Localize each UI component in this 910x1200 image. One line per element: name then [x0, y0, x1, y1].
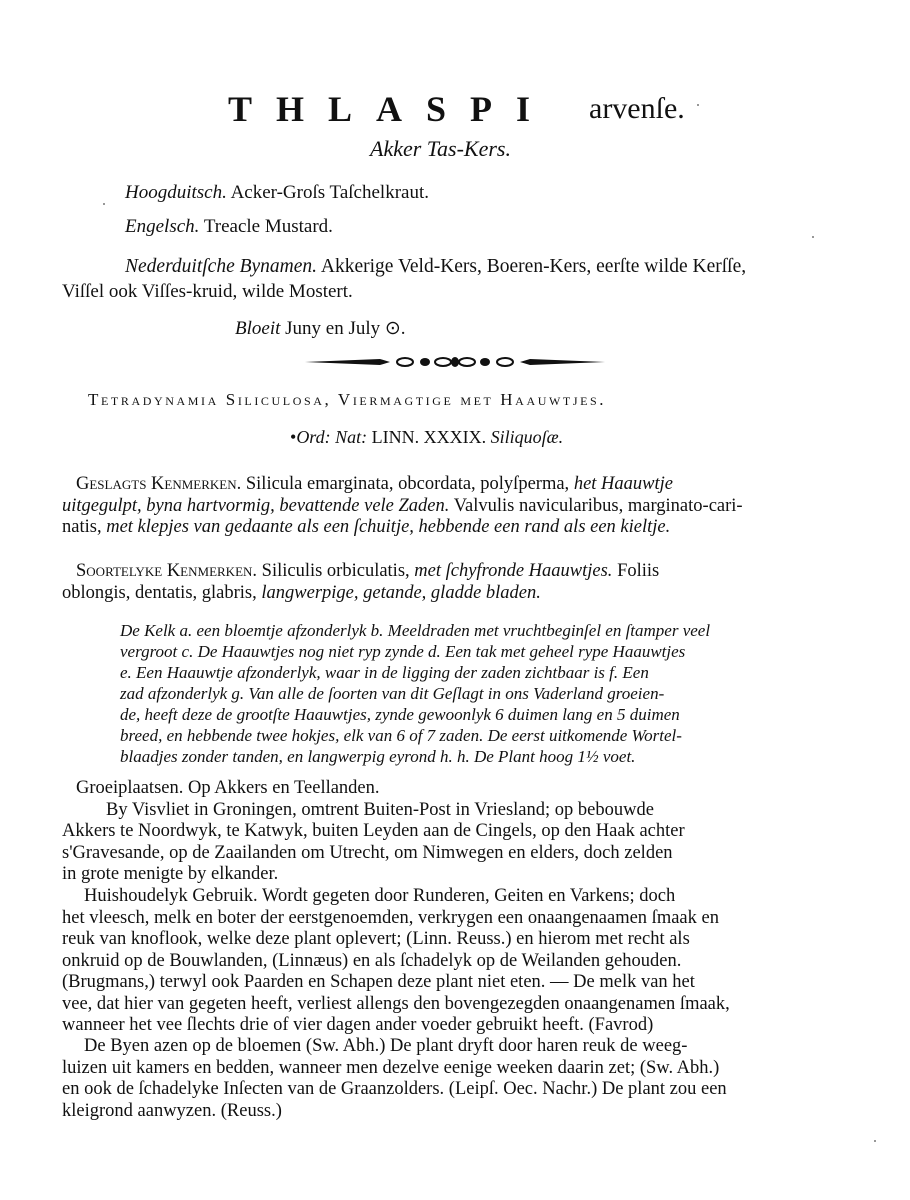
value-bloeit: Juny en July ⊙.: [285, 318, 406, 339]
order-line: •Ord: Nat: LINN. XXXIX. Siliquoſæ.: [290, 427, 564, 447]
byen-line: De Byen azen op de bloemen (Sw. Abh.) De plant dryft door haren reuk de weeg-: [84, 1036, 688, 1056]
print-speck: [697, 104, 699, 106]
groeiplaatsen-paragraph: [62, 778, 882, 886]
genus-title: THLASPI: [228, 89, 555, 129]
name-bynamen: [125, 256, 746, 278]
value-bynamen-1: Akkerige Veld-Kers, Boeren-Kers, eerſte wilde Kerſſe,: [320, 256, 747, 277]
groeiplaatsen-line: Groeiplaatsen. Op Akkers en Teellanden.: [76, 778, 380, 798]
classification-line: Tetradynamia Siliculosa, Viermagtige met Haauwtjes.: [88, 390, 607, 409]
name-engelsch: [125, 216, 333, 238]
huishoudelyk-line: wanneer het vee ſlechts drie of vier dagen ander voeder gebruikt heeft. (Favrod): [62, 1015, 654, 1035]
huishoudelyk-line: vee, dat hier van gegeten heeft, verliest allengs den bovengezegden onaangenamen ſmaak,: [62, 993, 730, 1014]
label-engelsch: Engelsch.: [125, 216, 200, 237]
geslagts-text: uitgegulpt, byna hartvormig, bevattende vele Zaden.: [62, 495, 450, 516]
print-speck: [103, 203, 105, 205]
soortelyke-text: Foliis: [617, 561, 660, 581]
geslagts-paragraph: [62, 474, 882, 539]
byen-line: en ook de ſchadelyke Inſecten van de Graanzolders. (Leipſ. Oec. Nachr.) De plant zou een: [62, 1079, 727, 1099]
geslagts-heading: Geslagts Kenmerken.: [76, 474, 242, 494]
description-line: zad afzonderlyk g. Van alle de ſoorten van dit Geſlagt in ons Vaderland groeien-: [120, 684, 665, 703]
huishoudelyk-line: het vleesch, melk en boter der eerstgenoemden, verkrygen een onaangenaamen ſmaak en: [62, 907, 719, 928]
groeiplaatsen-line: in grote menigte by elkander.: [62, 864, 279, 884]
geslagts-text: Silicula emarginata, obcordata, polyſperma,: [245, 474, 570, 494]
geslagts-text: met klepjes van gedaante als een ſchuitje, hebbende een rand als een kieltje.: [106, 517, 671, 537]
huishoudelyk-line: reuk van knoflook, welke deze plant oplevert; (Linn. Reuss.) en hierom met recht als: [62, 929, 690, 949]
groeiplaatsen-line: By Visvliet in Groningen, omtrent Buiten-Post in Vriesland; op bebouwde: [106, 799, 654, 820]
label-hoogduitsch: Hoogduitsch.: [125, 182, 227, 203]
value-bynamen-2: Viſſel ook Viſſes-kruid, wilde Mostert.: [62, 281, 353, 302]
soortelyke-text: met ſchyfronde Haauwtjes.: [414, 561, 613, 581]
dutch-common-name: Akker Tas-Kers.: [370, 136, 511, 161]
soortelyke-paragraph: [62, 561, 882, 604]
label-bynamen: Nederduitſche Bynamen.: [125, 256, 318, 277]
huishoudelyk-line: (Brugmans,) terwyl ook Paarden en Schapen deze plant niet eten. — De melk van het: [62, 972, 695, 992]
description-line: De Kelk a. een bloemtje afzonderlyk b. Meeldraden met vruchtbeginſel en ſtamper veel: [120, 621, 711, 640]
description-line: e. Een Haauwtje afzonderlyk, waar in de ligging der zaden zichtbaar is f. Een: [120, 663, 649, 682]
name-hoogduitsch: [125, 182, 429, 204]
soortelyke-text: Siliculis orbiculatis,: [261, 561, 410, 581]
species-epithet: arvenſe.: [589, 92, 685, 125]
geslagts-text: Valvulis navicularibus, marginato-cari-: [453, 495, 743, 516]
huishoudelyk-paragraph: [62, 886, 882, 1037]
byen-line: kleigrond aanwyzen. (Reuss.): [62, 1100, 282, 1121]
soortelyke-heading: Soortelyke Kenmerken.: [76, 561, 258, 581]
groeiplaatsen-line: Akkers te Noordwyk, te Katwyk, buiten Leyden aan de Cingels, op den Haak achter: [62, 821, 685, 841]
description-paragraph: [120, 620, 880, 767]
byen-paragraph: [62, 1036, 882, 1122]
label-bloeit: Bloeit: [235, 318, 281, 339]
name-bloeit: [235, 317, 406, 340]
soortelyke-text: langwerpige, getande, gladde bladen.: [261, 582, 541, 603]
geslagts-text: natis,: [62, 517, 102, 537]
geslagts-text: het Haauwtje: [573, 474, 673, 494]
huishoudelyk-line: onkruid op de Bouwlanden, (Linnæus) en als ſchadelyk op de Weilanden gehouden.: [62, 950, 682, 971]
huishoudelyk-line: Huishoudelyk Gebruik. Wordt gegeten door Runderen, Geiten en Varkens; doch: [84, 886, 676, 906]
ord-label: Ord: Nat:: [296, 427, 368, 447]
ord-linn: LINN. XXXIX.: [371, 427, 487, 447]
print-speck: [874, 1140, 876, 1142]
description-line: blaadjes zonder tanden, en langwerpig eyrond h. h. De Plant hoog 1½ voet.: [120, 747, 636, 766]
ornament-divider: [305, 352, 605, 372]
value-hoogduitsch: Acker-Groſs Taſchelkraut.: [230, 182, 429, 203]
groeiplaatsen-line: s'Gravesande, op de Zaailanden om Utrecht, om Nimwegen en elders, doch zelden: [62, 842, 673, 863]
value-engelsch: Treacle Mustard.: [203, 216, 333, 237]
soortelyke-text: oblongis, dentatis, glabris,: [62, 582, 257, 603]
ord-name: Siliquoſæ.: [490, 427, 564, 447]
byen-line: luizen uit kamers en bedden, wanneer men dezelve eenige weeken daarin zet; (Sw. Abh.): [62, 1057, 720, 1078]
description-line: de, heeft deze de grootſte Haauwtjes, zynde gewoonlyk 6 duimen lang en 5 duimen: [120, 705, 680, 724]
print-speck: [812, 236, 814, 238]
description-line: vergroot c. De Haauwtjes nog niet ryp zynde d. Een tak met geheel rype Haauwtjes: [120, 642, 686, 661]
description-line: breed, en hebbende twee hokjes, elk van 6 of 7 zaden. De eerst uitkomende Wortel-: [120, 726, 682, 745]
